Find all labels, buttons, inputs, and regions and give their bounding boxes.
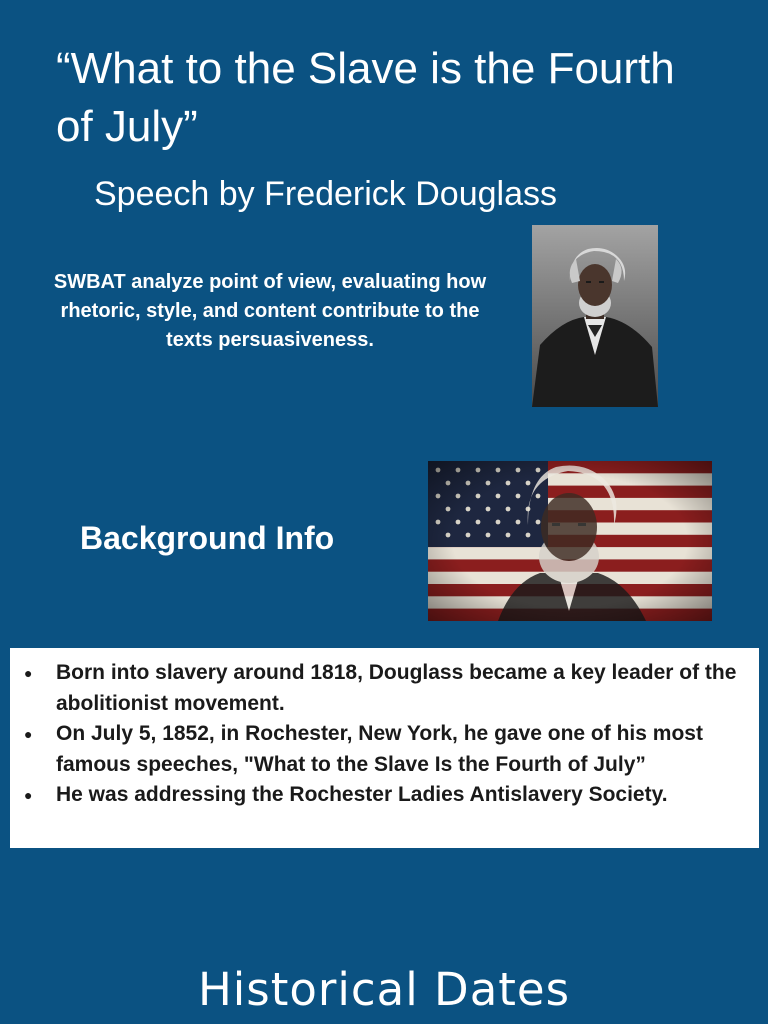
background-info-box [10,648,759,848]
bullet-icon: ● [24,726,33,742]
flag-portrait-photo [428,461,712,621]
list-item [22,719,751,780]
bullet-icon: ● [24,787,33,803]
list-item [22,780,751,811]
slide-title: “What to the Slave is the Fourth of July” [56,44,675,151]
list-item-text: On July 5, 1852, in Rochester, New York, he gave one of his most famous speeches, "What to the Slave Is the Fourth of July” [56,722,703,776]
slide-subtitle: Speech by Frederick Douglass [94,175,558,213]
portrait-photo [532,225,658,407]
historical-dates-heading: Historical Dates [197,963,571,1016]
learning-objective: SWBAT analyze point of view, evaluating how rhetoric, style, and content contribute to the texts persuasiveness. [53,271,487,351]
list-item [22,658,751,719]
list-item-text: He was addressing the Rochester Ladies Antislavery Society. [56,783,668,806]
list-item-text: Born into slavery around 1818, Douglass became a key leader of the abolitionist movement. [56,661,737,715]
background-info-heading: Background Info [80,520,335,556]
bullet-icon: ● [24,665,33,681]
background-info-list [22,658,751,811]
